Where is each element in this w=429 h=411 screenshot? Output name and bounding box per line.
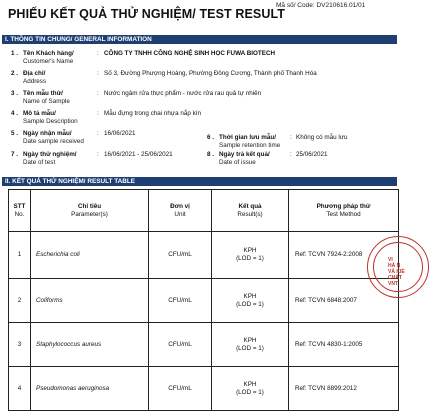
field-colon: :: [97, 151, 99, 158]
field-label: Ngày trả kết quả/: [219, 151, 270, 158]
cell-result: KPH (LOD = 1): [212, 323, 289, 367]
field-value: Nước ngâm rửa thực phẩm - nước rửa rau quả tự nhiên: [104, 90, 262, 97]
field-date-of-test: [11, 151, 203, 167]
cell-parameter: Escherichia coli: [31, 232, 149, 279]
table-row: [9, 232, 399, 279]
table-row: [9, 323, 399, 367]
field-number: 5 .: [11, 130, 19, 137]
document-title: PHIẾU KẾT QUẢ THỬ NGHIỆM/ TEST RESULT: [8, 7, 286, 21]
cell-result: KPH (LOD = 1): [212, 279, 289, 323]
field-value: 16/06/2021: [104, 130, 136, 137]
cell-parameter: Staphylococcus aureus: [31, 323, 149, 367]
field-colon: :: [97, 70, 99, 77]
field-retention-time: [207, 134, 397, 150]
field-colon: :: [290, 134, 292, 141]
field-number: 7 .: [11, 151, 19, 158]
table-row: [9, 367, 399, 411]
field-date-received: [11, 130, 191, 146]
field-colon: :: [97, 130, 99, 137]
field-number: 4 .: [11, 110, 19, 117]
field-sublabel: Date of issue: [219, 158, 256, 166]
field-value: Số 3, Đường Phượng Hoàng, Phường Đông Cương, Thành phố Thanh Hóa: [104, 70, 317, 77]
field-sublabel: Name of Sample: [23, 97, 70, 105]
field-colon: :: [290, 151, 292, 158]
field-colon: :: [97, 50, 99, 57]
header-test-method: Phương pháp thử Test Method: [289, 190, 399, 232]
field-value: Mẫu đựng trong chai nhựa nắp kín: [104, 110, 201, 117]
field-label: Địa chỉ/: [23, 70, 46, 77]
field-label: Tên Khách hàng/: [23, 50, 74, 57]
cell-no: 3: [9, 323, 31, 367]
result-table-section-title: II. KẾT QUẢ THỬ NGHIỆM/ RESULT TABLE: [2, 177, 397, 186]
general-information-section-title: I. THÔNG TIN CHUNG/ GENERAL INFORMATION: [2, 35, 397, 44]
field-label: Ngày nhận mẫu/: [23, 130, 72, 137]
cell-unit: CFU/mL: [149, 323, 212, 367]
table-row: [9, 279, 399, 323]
cell-result: KPH (LOD = 1): [212, 232, 289, 279]
field-sublabel: Address: [23, 77, 47, 85]
field-customer-name: [11, 50, 396, 66]
cell-no: 2: [9, 279, 31, 323]
cell-unit: CFU/mL: [149, 279, 212, 323]
field-value: CÔNG TY TNHH CÔNG NGHỆ SINH HỌC FUWA BIOTECH: [104, 50, 276, 57]
field-colon: :: [97, 110, 99, 117]
cell-method: Ref: TCVN 8899:2012: [289, 367, 399, 411]
field-number: 2 .: [11, 70, 19, 77]
cell-no: 1: [9, 232, 31, 279]
header-no: STT No.: [9, 190, 31, 232]
field-value: Không có mẫu lưu: [296, 134, 348, 141]
field-sublabel: Sample Description: [23, 117, 78, 125]
field-number: 8 .: [207, 151, 215, 158]
field-label: Tên mẫu thử/: [23, 90, 63, 97]
cell-unit: CFU/mL: [149, 232, 212, 279]
field-sublabel: Date of test: [23, 158, 56, 166]
field-date-of-issue: [207, 151, 397, 167]
field-label: Ngày thử nghiệm/: [23, 151, 77, 158]
cell-method: Ref: TCVN 6848:2007: [289, 279, 399, 323]
stamp-text: VI HÀ N VÀ KIỂ CHẤT VNT: [388, 257, 405, 287]
header-parameter: Chỉ tiêu Parameter(s): [31, 190, 149, 232]
cell-parameter: Coliforms: [31, 279, 149, 323]
field-sublabel: Sample retention time: [219, 141, 281, 149]
field-address: [11, 70, 396, 86]
cell-method: Ref: TCVN 7924-2:2008: [289, 232, 399, 279]
header-result: Kết quả Result(s): [212, 190, 289, 232]
field-sample-description: [11, 110, 396, 126]
result-table: [8, 189, 399, 411]
field-sublabel: Customer's Name: [23, 57, 74, 65]
field-label: Mô tả mẫu/: [23, 110, 56, 117]
table-header-row: [9, 190, 399, 232]
field-value: 25/06/2021: [296, 151, 328, 158]
official-stamp: [367, 236, 429, 298]
document-code: Mã số/ Code: DV210616.01/01: [276, 2, 366, 9]
field-number: 6 .: [207, 134, 215, 141]
cell-parameter: Pseudomonas aeruginosa: [31, 367, 149, 411]
field-sample-name: [11, 90, 396, 106]
field-label: Thời gian lưu mẫu/: [219, 134, 276, 141]
cell-no: 4: [9, 367, 31, 411]
field-number: 1 .: [11, 50, 19, 57]
field-number: 3 .: [11, 90, 19, 97]
cell-method: Ref: TCVN 4830-1:2005: [289, 323, 399, 367]
cell-unit: CFU/mL: [149, 367, 212, 411]
field-value: 16/06/2021 - 25/06/2021: [104, 151, 173, 158]
cell-result: KPH (LOD = 1): [212, 367, 289, 411]
header-unit: Đơn vị Unit: [149, 190, 212, 232]
field-colon: :: [97, 90, 99, 97]
field-sublabel: Date sample received: [23, 137, 84, 145]
